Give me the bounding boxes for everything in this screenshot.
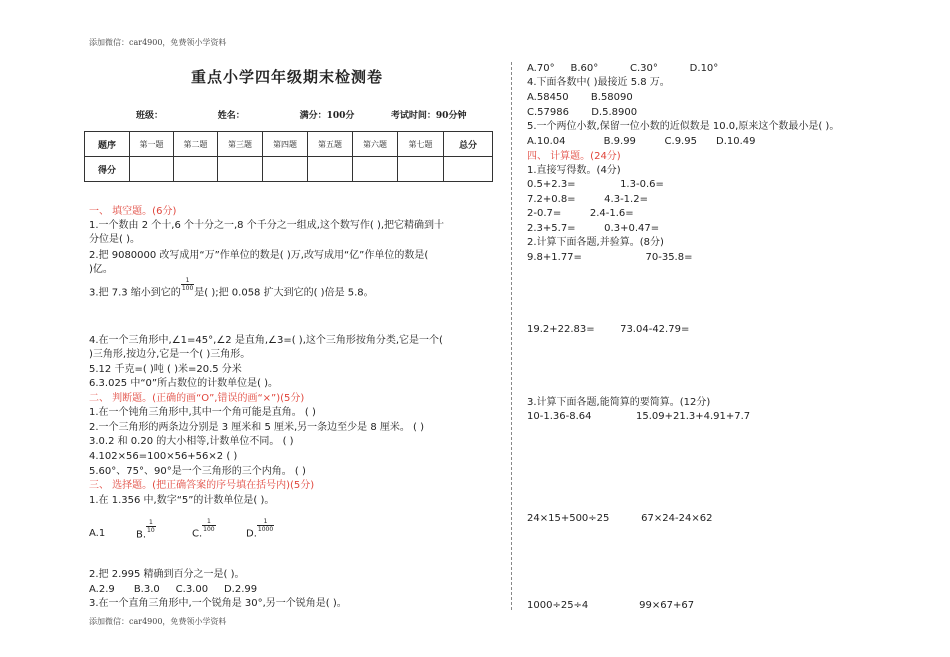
question-text: 3.计算下面各题,能简算的要简算。(12分) <box>527 397 711 408</box>
option-c <box>192 518 216 541</box>
calc-row: 1000÷25÷4 99×67+67 <box>527 600 695 611</box>
question-text: 3.0.2 和 0.20 的大小相等,计数单位不同。 ( ) <box>89 436 294 447</box>
calc-row: 7.2+0.8= 4.3-1.2= <box>527 194 648 205</box>
score-table-score-row <box>85 157 493 182</box>
table-cell: 第六题 <box>353 132 398 157</box>
calc-row: 9.8+1.77= 70-35.8= <box>527 252 693 263</box>
footer-note: 添加微信：car4900，免费领小学资料 <box>89 617 227 626</box>
question-text: 2.把 9080000 改写成用“万”作单位的数是( )万,改写成用“亿”作单位的数是( <box>89 250 429 261</box>
calc-row: 2.3+5.7= 0.3+0.47= <box>527 223 660 234</box>
fraction-numerator: 1 <box>202 518 215 526</box>
header-note: 添加微信：car4900，免费领小学资料 <box>89 38 227 47</box>
question-text: 1.直接写得数。(4分) <box>527 165 621 176</box>
question-text: 1.在 1.356 中,数字“5”的计数单位是( )。 <box>89 495 275 506</box>
score-input-cell[interactable] <box>444 157 493 182</box>
options-row: A.58450 B.58090 <box>527 92 633 103</box>
question-text: )三角形,按边分,它是一个( )三角形。 <box>89 349 251 360</box>
question-text: 1.一个数由 2 个十,6 个十分之一,8 个千分之一组成,这个数写作( ),把它精确到十 <box>89 220 445 231</box>
question-text: )亿。 <box>89 264 113 275</box>
section-heading-multiple-choice: 三、 选择题。(把正确答案的序号填在括号内)(5分) <box>89 480 315 491</box>
score-input-cell[interactable] <box>353 157 398 182</box>
score-input-cell[interactable] <box>263 157 308 182</box>
question-text <box>89 277 374 300</box>
column-divider <box>511 62 512 610</box>
calc-row: 24×15+500÷25 67×24-24×62 <box>527 513 713 524</box>
table-cell: 第三题 <box>218 132 263 157</box>
fraction-numerator: 1 <box>257 518 274 526</box>
calc-row: 10-1.36-8.64 15.09+21.3+4.91+7.7 <box>527 411 751 422</box>
option-label: C. <box>192 528 203 540</box>
fraction <box>202 518 215 533</box>
table-cell: 第四题 <box>263 132 308 157</box>
fraction <box>257 518 274 533</box>
question-text: 分位是( )。 <box>89 234 140 245</box>
option-label: D. <box>246 528 257 540</box>
question-text: 5.60°、75°、90°是一个三角形的三个内角。 ( ) <box>89 466 306 477</box>
score-input-cell[interactable] <box>308 157 353 182</box>
fraction-denominator: 100 <box>181 285 194 292</box>
fraction-denominator: 1000 <box>257 526 274 533</box>
score-input-cell[interactable] <box>398 157 444 182</box>
options-row: A.10.04 B.9.99 C.9.95 D.10.49 <box>527 136 756 147</box>
options-row: C.57986 D.5.8900 <box>527 107 638 118</box>
calc-row: 2-0.7= 2.4-1.6= <box>527 208 634 219</box>
table-cell: 得分 <box>85 157 130 182</box>
score-input-cell[interactable] <box>174 157 218 182</box>
question-text: 2.把 2.995 精确到百分之一是( )。 <box>89 569 245 580</box>
table-cell: 题序 <box>85 132 130 157</box>
table-cell: 第五题 <box>308 132 353 157</box>
fraction-denominator: 100 <box>203 526 215 533</box>
section-heading-fill-in: 一、 填空题。(6分) <box>89 206 177 217</box>
question-text: 3.在一个直角三角形中,一个锐角是 30°,另一个锐角是( )。 <box>89 598 347 609</box>
table-cell: 第一题 <box>130 132 174 157</box>
score-table-header-row <box>85 132 493 157</box>
exam-info: 班级： 姓名： 满分：100分 考试时间：90分钟 <box>136 111 467 121</box>
question-text: 6.3.025 中“0”所占数位的计数单位是( )。 <box>89 378 279 389</box>
score-input-cell[interactable] <box>130 157 174 182</box>
fraction-numerator: 1 <box>146 519 156 527</box>
question-text: 5.12 千克=( )吨 ( )米=20.5 分米 <box>89 364 242 375</box>
question-fragment: 是( );把 0.058 扩大到它的( )倍是 5.8。 <box>194 287 374 299</box>
table-cell: 总分 <box>444 132 493 157</box>
options-row: A.70° B.60° C.30° D.10° <box>527 63 719 74</box>
fraction <box>146 519 156 534</box>
fraction <box>181 277 194 292</box>
question-text: 5.一个两位小数,保留一位小数的近似数是 10.0,原来这个数最小是( )。 <box>527 121 840 132</box>
score-table <box>84 131 493 182</box>
question-text: 4.下面各数中( )最接近 5.8 万。 <box>527 77 670 88</box>
question-text: 2.计算下面各题,并验算。(8分) <box>527 237 664 248</box>
page-title: 重点小学四年级期末检测卷 <box>191 68 384 86</box>
question-fragment: 3.把 7.3 缩小到它的 <box>89 287 181 299</box>
table-cell: 第七题 <box>398 132 444 157</box>
score-input-cell[interactable] <box>218 157 263 182</box>
question-text: 4.102×56=100×56+56×2 ( ) <box>89 451 238 462</box>
option-b <box>136 519 156 542</box>
table-cell: 第二题 <box>174 132 218 157</box>
fraction-numerator: 1 <box>181 277 194 285</box>
question-text: 4.在一个三角形中,∠1=45°,∠2 是直角,∠3=( ),这个三角形按角分类,它是一个( <box>89 335 443 346</box>
option-label: B. <box>136 529 147 541</box>
calc-row: 0.5+2.3= 1.3-0.6= <box>527 179 664 190</box>
question-text: 2.一个三角形的两条边分别是 3 厘米和 5 厘米,另一条边至少是 8 厘米。 ( ) <box>89 422 425 433</box>
section-heading-true-false: 二、 判断题。(正确的画“Ο”,错误的画“×”)(5分) <box>89 393 305 404</box>
options-row: A.2.9 B.3.0 C.3.00 D.2.99 <box>89 584 258 595</box>
section-heading-calculation: 四、 计算题。(24分) <box>527 151 621 162</box>
question-text: 1.在一个钝角三角形中,其中一个角可能是直角。 ( ) <box>89 407 316 418</box>
fraction-denominator: 10 <box>147 527 155 534</box>
calc-row: 19.2+22.83= 73.04-42.79= <box>527 324 690 335</box>
option-a: A.1 <box>89 528 106 539</box>
option-d <box>246 518 274 541</box>
